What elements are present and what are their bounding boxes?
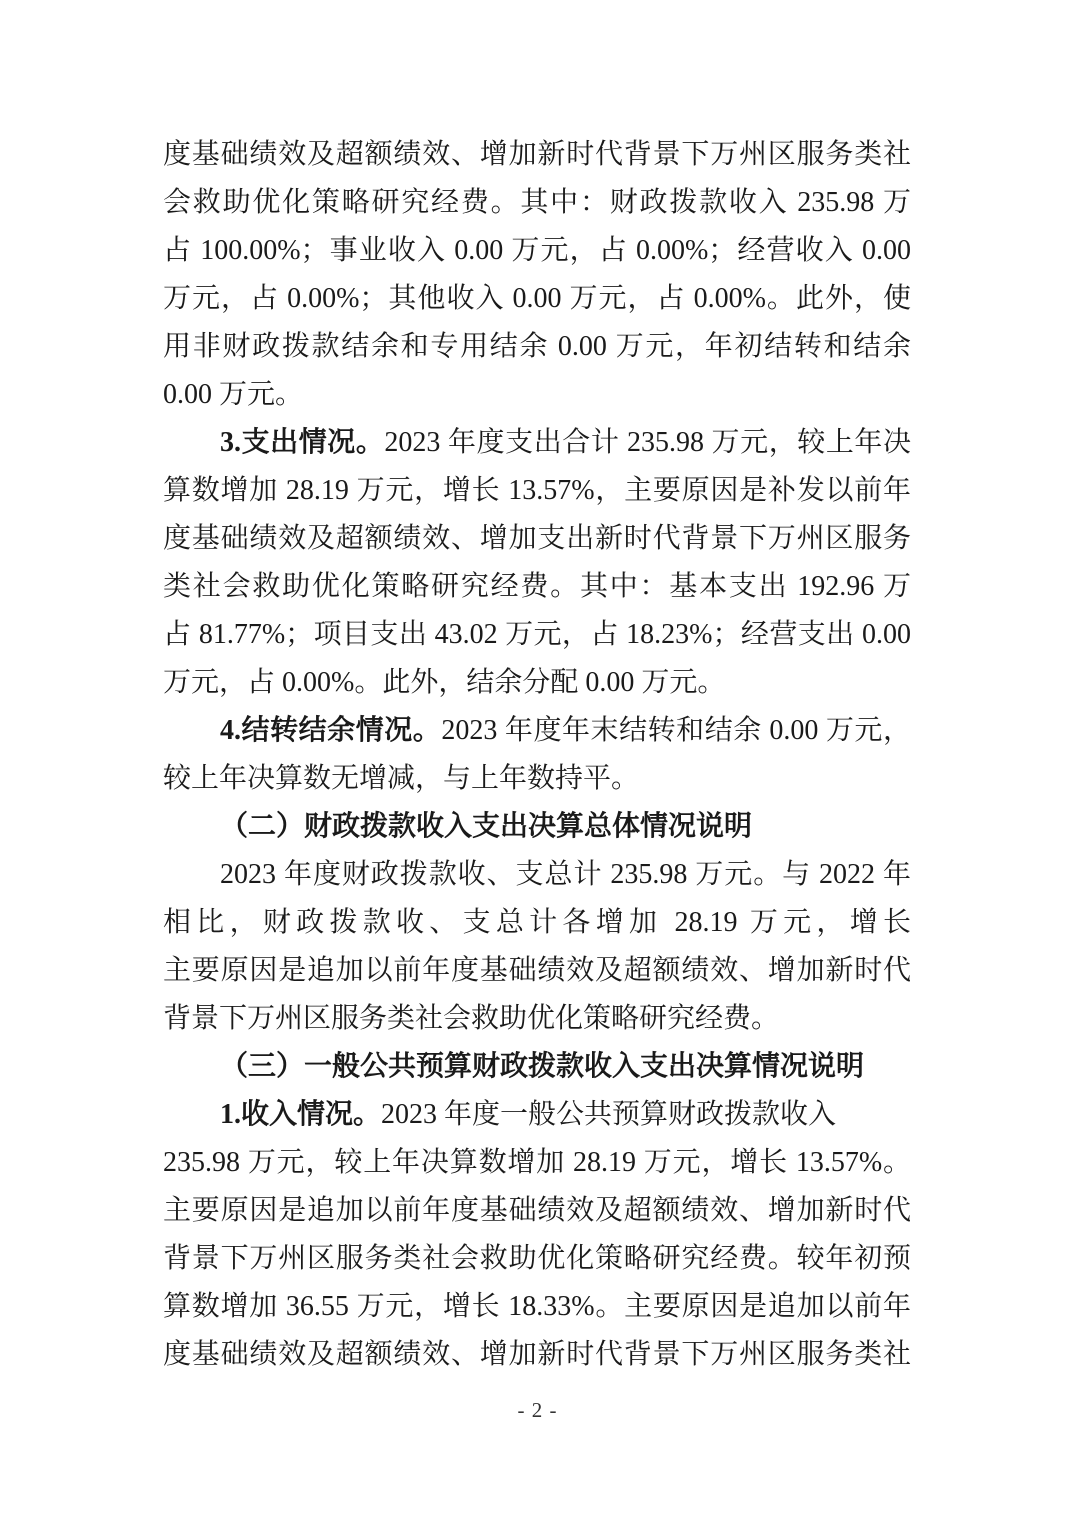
- text-line: 占 100.00%；事业收入 0.00 万元，占 0.00%；经营收入 0.00: [163, 235, 911, 266]
- page-number: - 2 -: [517, 1398, 558, 1422]
- text-line: 背景下万州区服务类社会救助优化策略研究经费。较年初预: [163, 1243, 911, 1274]
- text-line: 占 81.77%；项目支出 43.02 万元，占 18.23%；经营支出 0.00: [163, 619, 911, 650]
- paragraph-lead-expenditure: 3.支出情况。: [220, 427, 385, 458]
- text-line: 度基础绩效及超额绩效、增加新时代背景下万州区服务类社: [163, 1339, 911, 1370]
- text-run: 2023 年度一般公共预算财政拨款收入: [381, 1099, 837, 1130]
- paragraph-lead-income: 1.收入情况。: [220, 1099, 382, 1130]
- text-line: [163, 419, 911, 467]
- text-line: [163, 707, 911, 755]
- text-line: 主要原因是追加以前年度基础绩效及超额绩效、增加新时代: [163, 955, 911, 986]
- text-line: 0.00 万元。: [163, 379, 304, 410]
- text-line: [163, 1091, 911, 1139]
- text-line: 用非财政拨款结余和专用结余 0.00 万元，年初结转和结余: [163, 331, 911, 362]
- text-line: 主要原因是追加以前年度基础绩效及超额绩效、增加新时代: [163, 1195, 911, 1226]
- text-line: 算数增加 36.55 万元，增长 18.33%。主要原因是追加以前年: [163, 1291, 911, 1322]
- text-line: 万元，占 0.00%。此外，结余分配 0.00 万元。: [163, 667, 726, 698]
- text-line: 度基础绩效及超额绩效、增加支出新时代背景下万州区服务: [163, 523, 911, 554]
- text-line: 会救助优化策略研究经费。其中：财政拨款收入 235.98 万: [163, 187, 911, 218]
- text-line: 万元，占 0.00%；其他收入 0.00 万元，占 0.00%。此外，使: [163, 283, 911, 314]
- document-body: [163, 131, 911, 1379]
- paragraph-lead-carryover: 4.结转结余情况。: [220, 715, 442, 746]
- text-line: 235.98 万元，较上年决算数增加 28.19 万元，增长 13.57%。: [163, 1147, 911, 1178]
- text-run: 2023 年度年末结转和结余 0.00 万元，: [441, 715, 911, 746]
- text-line: 度基础绩效及超额绩效、增加新时代背景下万州区服务类社: [163, 139, 911, 170]
- text-run: 2023 年度支出合计 235.98 万元，较上年决: [384, 427, 911, 458]
- text-line: 类社会救助优化策略研究经费。其中：基本支出 192.96 万: [163, 571, 911, 602]
- section-heading-general-public-budget: （三）一般公共预算财政拨款收入支出决算情况说明: [220, 1051, 865, 1082]
- text-line: 相比，财政拨款收、支总计各增加 28.19 万元，增长: [163, 907, 911, 938]
- section-heading-fiscal-appropriation: （二）财政拨款收入支出决算总体情况说明: [220, 811, 753, 842]
- text-line: 背景下万州区服务类社会救助优化策略研究经费。: [163, 1003, 780, 1034]
- text-line: 2023 年度财政拨款收、支总计 235.98 万元。与 2022 年: [220, 859, 911, 890]
- text-line: 较上年决算数无增减，与上年数持平。: [163, 763, 640, 794]
- text-line: 算数增加 28.19 万元，增长 13.57%，主要原因是补发以前年: [163, 475, 911, 506]
